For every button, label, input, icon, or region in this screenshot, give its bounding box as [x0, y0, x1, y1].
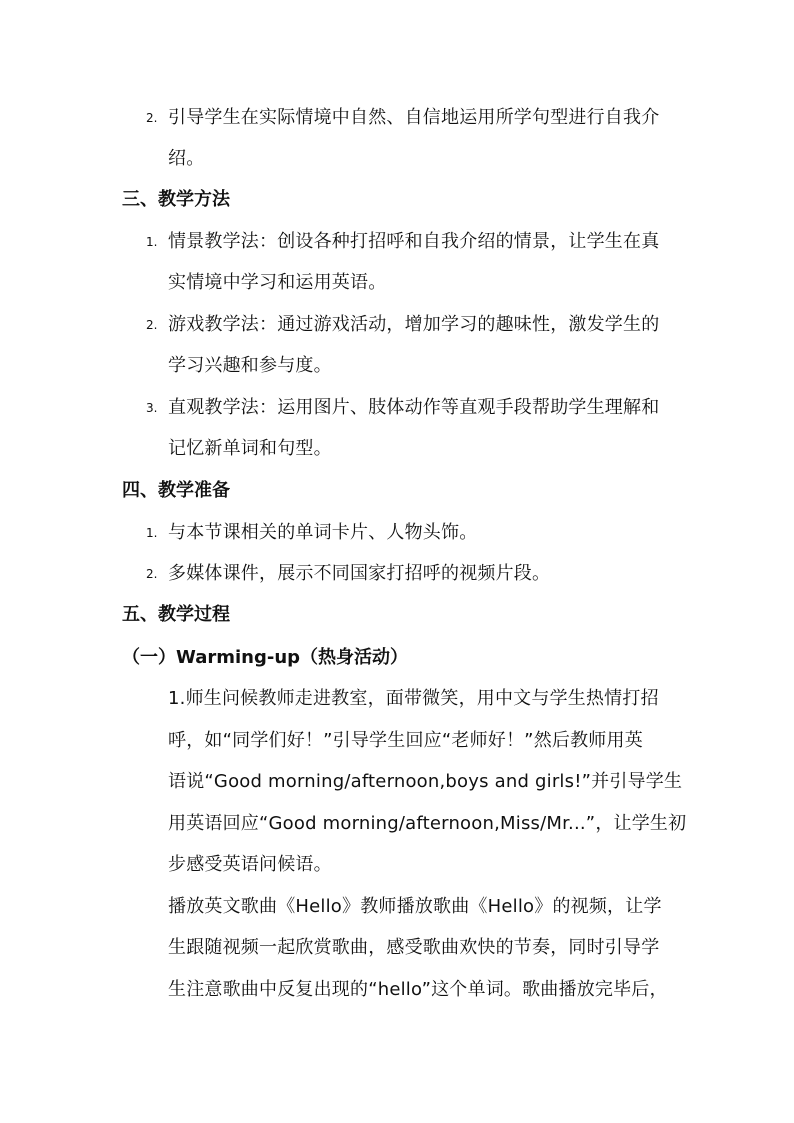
section-heading: 四、教学准备 — [122, 480, 230, 501]
list-item-text: 直观教学法：运用图片、肢体动作等直观手段帮助学生理解和 — [168, 397, 660, 418]
paragraph-line: 1.师生问候教师走进教室，面带微笑，用中文与学生热情打招 — [168, 688, 659, 709]
list-item-text: 绍。 — [168, 148, 205, 169]
list-number: 2. — [146, 318, 158, 332]
list-item-text: 多媒体课件，展示不同国家打招呼的视频片段。 — [168, 563, 551, 584]
list-item-text: 实情境中学习和运用英语。 — [168, 272, 387, 293]
paragraph-line: 生注意歌曲中反复出现的“hello”这个单词。歌曲播放完毕后， — [168, 979, 668, 1000]
section-heading: 三、教学方法 — [122, 189, 230, 210]
paragraph-line: 播放英文歌曲《Hello》教师播放歌曲《Hello》的视频，让学 — [168, 896, 662, 917]
paragraph-line: 语说“Good morning/afternoon,boys and girls!”并引导学生 — [168, 771, 683, 792]
paragraph-line: 呼，如“同学们好！”引导学生回应“老师好！”然后教师用英 — [168, 730, 643, 751]
subsection-heading: （一）Warming-up（热身活动） — [122, 647, 409, 668]
list-item-text: 与本节课相关的单词卡片、人物头饰。 — [168, 522, 478, 543]
list-number: 1. — [146, 235, 158, 249]
list-item-text: 情景教学法：创设各种打招呼和自我介绍的情景，让学生在真 — [168, 231, 660, 252]
section-heading: 五、教学过程 — [122, 604, 230, 625]
list-number: 2. — [146, 111, 158, 125]
list-item-text: 引导学生在实际情境中自然、自信地运用所学句型进行自我介 — [168, 107, 660, 128]
paragraph-line: 用英语回应“Good morning/afternoon,Miss/Mr...”，让学生初 — [168, 813, 687, 834]
list-number: 3. — [146, 401, 158, 415]
list-item-text: 记忆新单词和句型。 — [168, 438, 332, 459]
paragraph-line: 步感受英语问候语。 — [168, 854, 332, 875]
list-number: 1. — [146, 526, 158, 540]
list-item-text: 学习兴趣和参与度。 — [168, 355, 332, 376]
paragraph-line: 生跟随视频一起欣赏歌曲，感受歌曲欢快的节奏，同时引导学 — [168, 937, 660, 958]
list-number: 2. — [146, 567, 158, 581]
list-item-text: 游戏教学法：通过游戏活动，增加学习的趣味性，激发学生的 — [168, 314, 660, 335]
